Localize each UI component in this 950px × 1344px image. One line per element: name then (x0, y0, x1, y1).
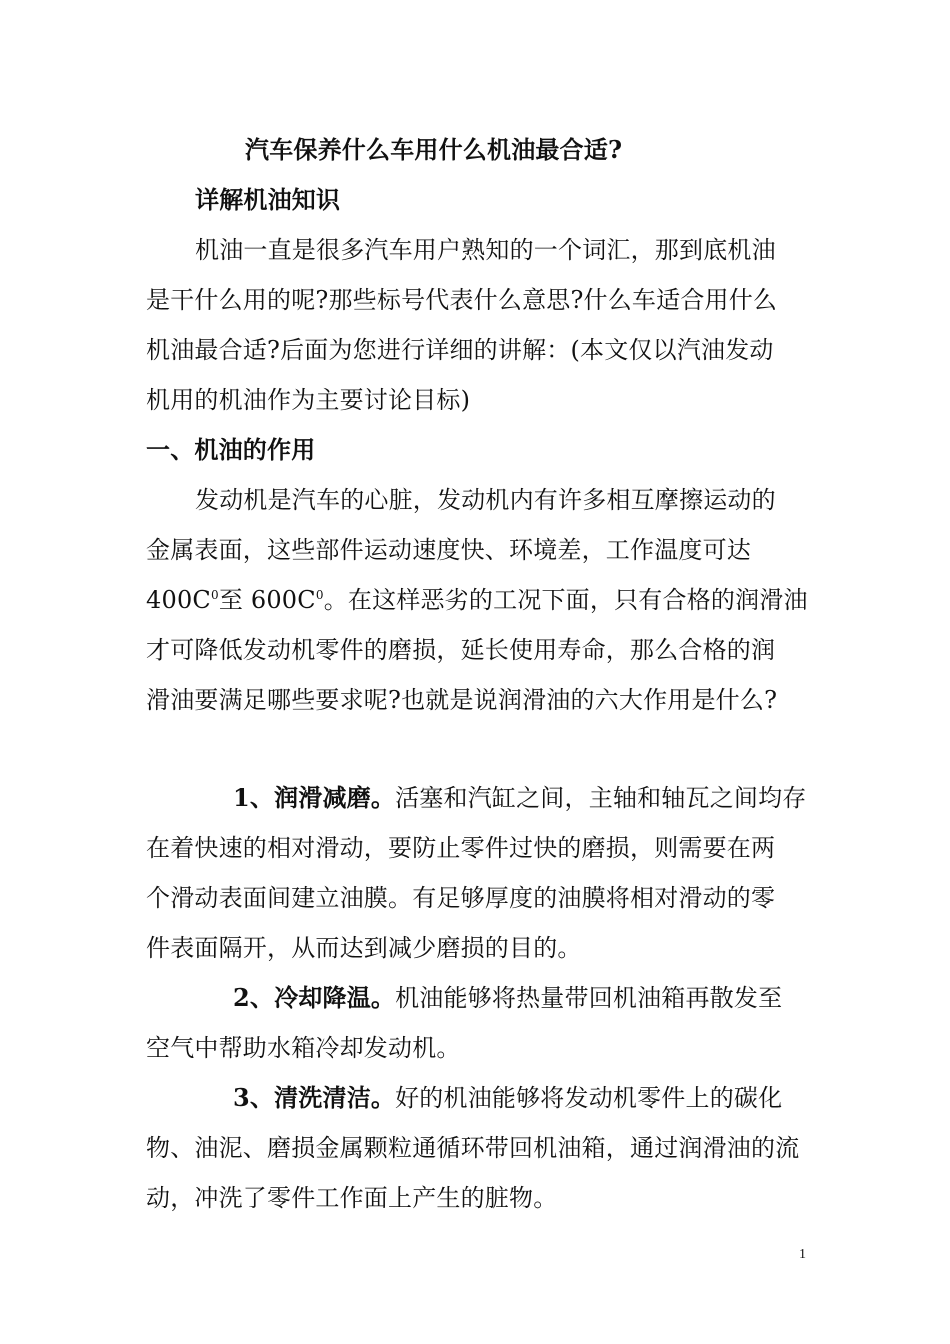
list-item-3 (233, 1081, 782, 1115)
paragraph-line: 空气中帮助水箱冷却发动机。 (146, 1034, 461, 1062)
document-title: 汽车保养什么车用什么机油最合适? (245, 135, 623, 164)
paragraph-line: 才可降低发动机零件的磨损，延长使用寿命，那么合格的润 (146, 636, 776, 664)
list-item-2 (233, 981, 782, 1015)
paragraph-line: 件表面隔开，从而达到减少磨损的目的。 (146, 934, 582, 962)
paragraph-line: 金属表面，这些部件运动速度快、环境差，工作温度可达 (146, 536, 751, 564)
item-text: 好的机油能够将发动机零件上的碳化 (395, 1084, 783, 1112)
paragraph-line: 动，冲洗了零件工作面上产生的脏物。 (146, 1184, 558, 1212)
paragraph-line: 个滑动表面间建立油膜。有足够厚度的油膜将相对滑动的零 (146, 884, 776, 912)
item-heading: 2、冷却降温。 (233, 983, 396, 1012)
item-heading: 1、润滑减磨。 (233, 783, 396, 812)
list-item-1 (233, 781, 807, 815)
superscript: 0 (210, 588, 219, 602)
section-heading: 一、机油的作用 (146, 435, 316, 464)
paragraph-line: 滑油要满足哪些要求呢?也就是说润滑油的六大作用是什么? (146, 686, 778, 714)
temperature-high: 至 600C (218, 586, 316, 614)
paragraph-line: 在着快速的相对滑动，要防止零件过快的磨损，则需要在两 (146, 834, 776, 862)
paragraph-text: 。在这样恶劣的工况下面，只有合格的润滑油 (323, 586, 808, 614)
superscript: 0 (315, 588, 324, 602)
document-subtitle: 详解机油知识 (195, 185, 341, 214)
paragraph-line: 物、油泥、磨损金属颗粒通循环带回机油箱，通过润滑油的流 (146, 1134, 800, 1162)
intro-line: 机用的机油作为主要讨论目标) (146, 386, 471, 414)
intro-line: 机油一直是很多汽车用户熟知的一个词汇，那到底机油 (195, 236, 776, 264)
item-text: 机油能够将热量带回机油箱再散发至 (395, 984, 783, 1012)
item-text: 活塞和汽缸之间，主轴和轴瓦之间均存 (395, 784, 807, 812)
paragraph-line: 发动机是汽车的心脏，发动机内有许多相互摩擦运动的 (195, 486, 776, 514)
page-number: 1 (799, 1247, 806, 1262)
intro-line: 机油最合适?后面为您进行详细的讲解：(本文仅以汽油发动 (146, 336, 774, 364)
paragraph-line-temperature (146, 583, 808, 617)
intro-line: 是干什么用的呢?那些标号代表什么意思?什么车适合用什么 (146, 286, 778, 314)
item-heading: 3、清洗清洁。 (233, 1083, 396, 1112)
temperature-low: 400C (146, 586, 211, 614)
